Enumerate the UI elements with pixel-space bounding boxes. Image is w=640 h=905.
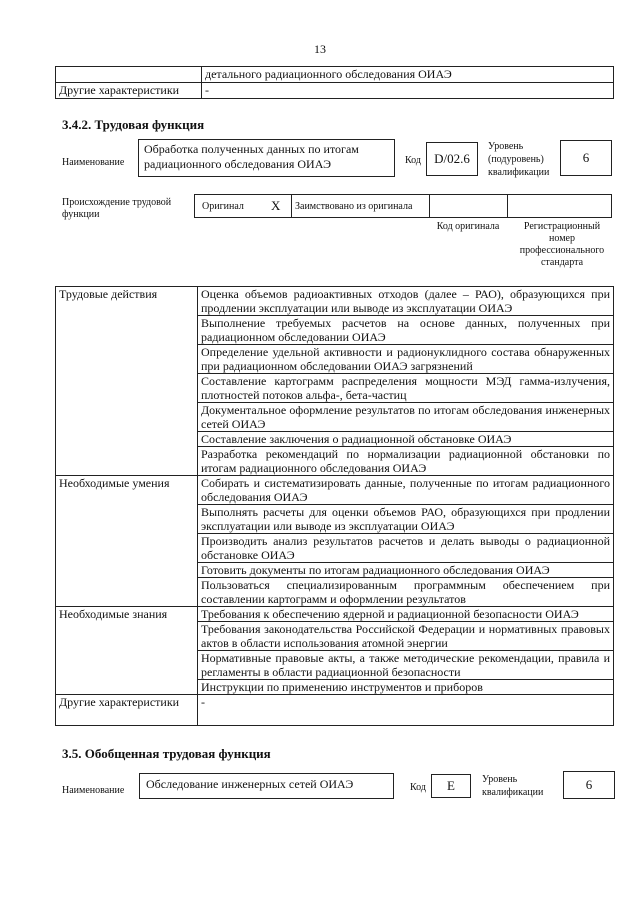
borrowed-label: Заимствовано из оригинала [295,201,413,212]
skills-item: Готовить документы по итогам радиационного обследования ОИАЭ [198,563,614,578]
knowledge-item: Требования законодательства Российской Федерации и нормативных правовых актов в области использования атомной энергии [198,622,614,651]
section-35-heading: 3.5. Обобщенная трудовая функция [62,746,271,761]
actions-item: Оценка объемов радиоактивных отходов (далее – РАО), образующихся при продлении эксплуатации или выводе из эксплуатации ОИАЭ [198,287,614,316]
labor-function-table [55,286,614,726]
other-label: Другие характеристики [56,695,198,726]
divider [429,195,430,217]
gen-name-label: Наименование [62,785,125,796]
actions-item: Определение удельной активности и радионуклидного состава обнаруженных при радиационном обследовании ОИАЭ загрязнений [198,345,614,374]
original-mark: X [271,198,281,213]
skills-item: Пользоваться специализированным программным обеспечением при составлении картограмм и оформлении результатов [198,578,614,607]
section-342-heading: 3.4.2. Трудовая функция [62,117,205,132]
top-table-row2-value: - [202,83,614,99]
actions-row [56,287,614,316]
skills-label: Необходимые умения [56,476,198,607]
gen-code-label: Код [410,782,426,793]
actions-item: Составление заключения о радиационной обстановке ОИАЭ [198,432,614,447]
name-label: Наименование [62,157,125,168]
actions-item: Составление картограмм распределения мощности МЭД гамма-излучения, плотностей потоков альфа-, бета-частиц [198,374,614,403]
knowledge-item: Требования к обеспечению ядерной и радиационной безопасности ОИАЭ [198,607,614,622]
level-value: 6 [560,140,612,176]
top-table-empty-cell [56,67,202,83]
origin-label: Происхождение трудовой функции [62,197,172,220]
top-table-row1-value: детального радиационного обследования ОИАЭ [202,67,614,83]
top-table-row2-label: Другие характеристики [56,83,202,99]
name-value: Обработка полученных данных по итогам радиационного обследования ОИАЭ [138,139,395,177]
gen-name-value: Обследование инженерных сетей ОИАЭ [139,773,394,799]
page-number: 13 [314,42,326,56]
code-original-label: Код оригинала [436,221,500,232]
code-value: D/02.6 [426,142,478,176]
divider [507,195,508,217]
knowledge-item: Нормативные правовые акты, а также методические рекомендации, правила и регламенты в области радиационной безопасности [198,651,614,680]
knowledge-row [56,607,614,622]
other-row [56,695,614,726]
skills-item: Производить анализ результатов расчетов и делать выводы о радиационной обстановке ОИАЭ [198,534,614,563]
actions-item: Документальное оформление результатов по итогам обследования инженерных сетей ОИАЭ [198,403,614,432]
skills-item: Выполнять расчеты для оценки объемов РАО, образующихся при продлении эксплуатации или выводе из эксплуатации ОИАЭ [198,505,614,534]
divider [291,195,292,217]
actions-label: Трудовые действия [56,287,198,476]
gen-level-label: Уровень квалификации [482,774,544,798]
origin-table [194,194,612,218]
reg-number-label: Регистрационный номер профессионального стандарта [519,221,605,268]
gen-code-value: Е [431,774,471,798]
other-value: - [198,695,614,726]
gen-level-value: 6 [563,771,615,799]
actions-item: Выполнение требуемых расчетов на основе данных, полученных при радиационном обследовании ОИАЭ [198,316,614,345]
knowledge-item: Инструкции по применению инструментов и приборов [198,680,614,695]
skills-row [56,476,614,505]
level-label: Уровень (подуровень) квалификации [488,141,550,178]
code-label: Код [405,155,421,166]
original-label: Оригинал [202,201,244,212]
skills-item: Собирать и систематизировать данные, полученные по итогам радиационного обследования ОИАЭ [198,476,614,505]
knowledge-label: Необходимые знания [56,607,198,695]
actions-item: Разработка рекомендаций по нормализации радиационной обстановки по итогам радиационного обследования ОИАЭ [198,447,614,476]
top-table [55,66,614,99]
